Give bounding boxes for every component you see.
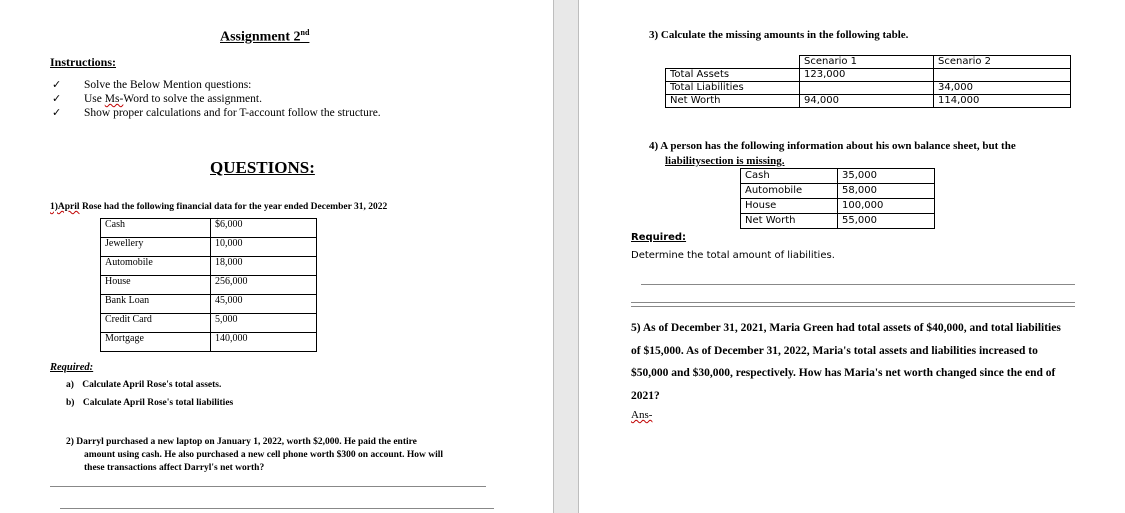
q1-body: Rose had the following financial data for the year ended December 31, 2022 — [79, 202, 388, 212]
table-row — [666, 82, 1071, 95]
table-cell: Jewellery — [101, 238, 211, 257]
question-1-text — [50, 202, 387, 212]
page-gutter — [553, 0, 579, 513]
answer-line — [631, 306, 1075, 307]
instruction-item: Show proper calculations and for T-account follow the structure. — [84, 107, 381, 119]
table-row — [741, 169, 935, 184]
table-row — [666, 95, 1071, 108]
table-cell — [800, 82, 934, 95]
q1-required-label: Required: — [50, 362, 94, 373]
q1-prefix: 1)April — [50, 202, 80, 212]
answer-line — [50, 486, 486, 487]
table-cell: 10,000 — [211, 238, 317, 257]
table-cell: House — [741, 199, 838, 214]
checkmark-icon: ✓ — [52, 106, 62, 119]
q3-scenario-table — [665, 55, 1071, 108]
q4-determine-text: Determine the total amount of liabilities. — [631, 250, 835, 261]
question-2-line: these transactions affect Darryl's net worth? — [84, 463, 265, 473]
table-cell: 140,000 — [211, 333, 317, 352]
instructions-heading: Instructions: — [50, 55, 117, 69]
questions-heading: QUESTIONS: — [210, 158, 315, 177]
answer-label — [631, 409, 652, 421]
table-cell: 256,000 — [211, 276, 317, 295]
question-5-text: 5) As of December 31, 2021, Maria Green had total assets of $40,000, and total liabilities of $15,000. As of December 31, 2022, Maria's total assets and liabilities increased to $50,000 and $30,000, respectively. How has Maria's net worth changed since the end of 2021? — [631, 322, 1061, 402]
table-cell — [666, 56, 800, 69]
instruction-item: Solve the Below Mention questions: — [84, 79, 252, 91]
title-text: Assignment 2 — [220, 29, 301, 45]
question-3-heading: 3) Calculate the missing amounts in the following table. — [649, 29, 909, 41]
table-cell: House — [101, 276, 211, 295]
table-cell: Net Worth — [741, 214, 838, 229]
table-row — [741, 184, 935, 199]
part-text: Calculate April Rose's total assets. — [82, 380, 222, 390]
table-row — [101, 257, 317, 276]
table-cell: Cash — [741, 169, 838, 184]
table-cell — [934, 69, 1071, 82]
table-cell: $6,000 — [211, 219, 317, 238]
question-4-line: 4) A person has the following information about his own balance sheet, but the — [649, 140, 1016, 152]
table-row — [101, 333, 317, 352]
title-superscript: nd — [300, 28, 310, 37]
q1-part-a — [66, 380, 221, 390]
table-cell: Bank Loan — [101, 295, 211, 314]
table-row — [666, 69, 1071, 82]
table-cell: 34,000 — [934, 82, 1071, 95]
table-cell: 55,000 — [838, 214, 935, 229]
table-row — [101, 219, 317, 238]
table-cell: Total Assets — [666, 69, 800, 82]
question-4-line: liabilitysection is missing. — [665, 155, 785, 167]
table-cell: 35,000 — [838, 169, 935, 184]
table-header-cell: Scenario 1 — [800, 56, 934, 69]
table-cell: Automobile — [101, 257, 211, 276]
table-cell: 123,000 — [800, 69, 934, 82]
table-cell: Automobile — [741, 184, 838, 199]
table-cell: 100,000 — [838, 199, 935, 214]
right-page — [579, 0, 1125, 513]
table-row — [101, 314, 317, 333]
table-cell: 5,000 — [211, 314, 317, 333]
q1-data-table — [100, 218, 317, 352]
answer-line — [641, 284, 1075, 285]
table-cell: Credit Card — [101, 314, 211, 333]
question-2-line: amount using cash. He also purchased a new cell phone worth $300 on account. How will — [84, 450, 444, 460]
table-row — [666, 56, 1071, 69]
table-cell: 58,000 — [838, 184, 935, 199]
part-text: Calculate April Rose's total liabilities — [82, 398, 234, 408]
table-row — [101, 238, 317, 257]
table-header-cell: Scenario 2 — [934, 56, 1071, 69]
table-cell: Mortgage — [101, 333, 211, 352]
table-cell: 114,000 — [934, 95, 1071, 108]
table-cell: Total Liabilities — [666, 82, 800, 95]
q1-part-b — [66, 398, 233, 408]
table-row — [741, 214, 935, 229]
q4-required-label: Required: — [631, 232, 687, 243]
table-row — [741, 199, 935, 214]
q4-balance-table — [740, 168, 935, 229]
left-page — [0, 0, 553, 513]
instruction-item: Use Ms-Word to solve the assignment. — [84, 93, 262, 105]
table-cell: 45,000 — [211, 295, 317, 314]
part-label: b) — [66, 398, 75, 408]
assignment-title — [220, 28, 309, 46]
table-row — [101, 276, 317, 295]
answer-line — [60, 508, 494, 509]
table-cell: Cash — [101, 219, 211, 238]
table-row — [101, 295, 317, 314]
part-label: a) — [66, 380, 74, 390]
answer-line — [631, 302, 1075, 303]
table-cell: 94,000 — [800, 95, 934, 108]
table-cell: Net Worth — [666, 95, 800, 108]
question-2-line: 2) Darryl purchased a new laptop on January 1, 2022, worth $2,000. He paid the entire — [66, 437, 417, 447]
checkmark-icon: ✓ — [52, 78, 62, 91]
checkmark-icon: ✓ — [52, 92, 62, 105]
ans-text: Ans- — [631, 409, 653, 421]
table-cell: 18,000 — [211, 257, 317, 276]
